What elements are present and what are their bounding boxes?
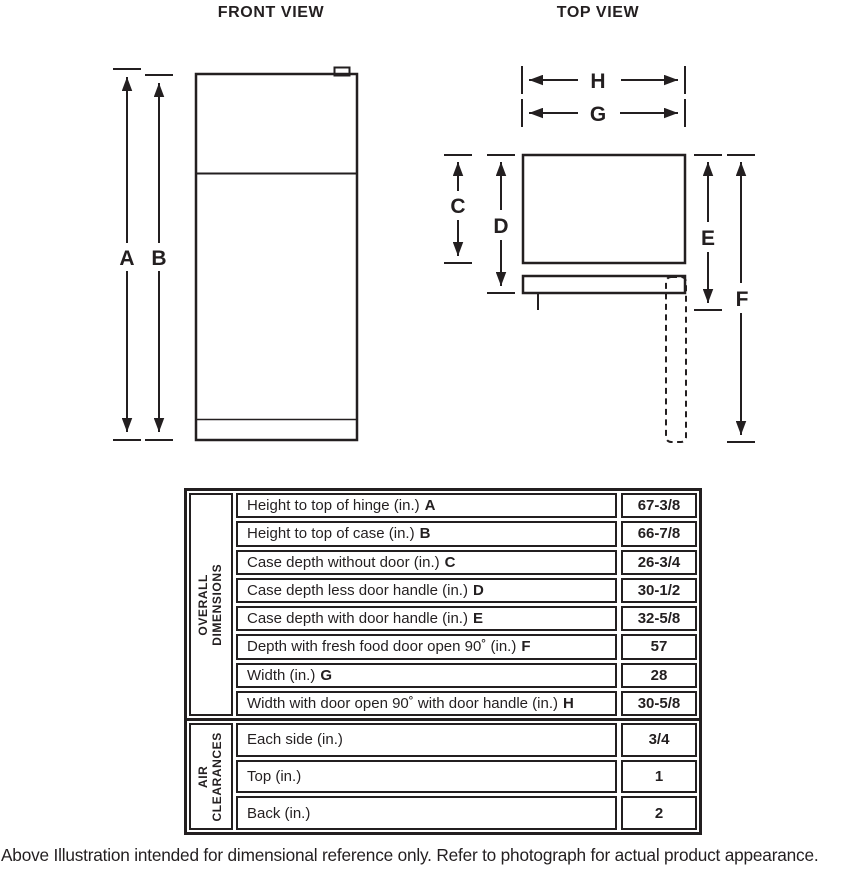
row-value: 30-1/2 bbox=[621, 578, 697, 603]
dimension-h bbox=[522, 66, 685, 94]
table-row bbox=[236, 691, 697, 716]
dimension-g bbox=[522, 99, 685, 127]
row-label-text: Case depth less door handle (in.) bbox=[247, 581, 468, 599]
dim-label-e: E bbox=[700, 227, 716, 250]
overall-dimensions-rows bbox=[236, 493, 697, 716]
row-label bbox=[236, 550, 617, 575]
dim-letter: D bbox=[472, 581, 484, 599]
dimension-f bbox=[727, 155, 755, 442]
dimensions-table bbox=[184, 488, 702, 835]
row-value: 67-3/8 bbox=[621, 493, 697, 518]
table-row bbox=[236, 578, 697, 603]
row-label bbox=[236, 634, 617, 659]
table-row bbox=[236, 796, 697, 830]
row-value: 3/4 bbox=[621, 723, 697, 757]
overall-dimensions-header bbox=[189, 493, 233, 716]
dim-letter: F bbox=[521, 638, 531, 656]
air-clearances-header bbox=[189, 723, 233, 830]
table-row bbox=[236, 493, 697, 518]
row-label-text: Width (in.) bbox=[247, 666, 316, 684]
air-clearances-header-text bbox=[197, 732, 225, 821]
header-line: OVERALL bbox=[196, 573, 211, 636]
row-value: 26-3/4 bbox=[621, 550, 697, 575]
dim-label-h: H bbox=[590, 70, 606, 93]
row-label bbox=[236, 723, 617, 757]
dim-label-a: A bbox=[119, 247, 135, 270]
top-view-door-outline bbox=[523, 276, 685, 293]
table-row bbox=[236, 634, 697, 659]
top-view-title: TOP VIEW bbox=[556, 4, 640, 21]
table-row bbox=[236, 606, 697, 631]
row-value: 57 bbox=[621, 634, 697, 659]
row-label bbox=[236, 606, 617, 631]
dim-letter: H bbox=[563, 694, 574, 712]
row-label-text: Height to top of case (in.) bbox=[247, 525, 415, 543]
row-label bbox=[236, 796, 617, 830]
row-label bbox=[236, 760, 617, 794]
row-value: 1 bbox=[621, 760, 697, 794]
header-line: DIMENSIONS bbox=[210, 563, 225, 646]
dimension-a bbox=[113, 69, 141, 440]
row-label-text: Case depth without door (in.) bbox=[247, 553, 440, 571]
front-view-title: FRONT VIEW bbox=[217, 4, 325, 21]
footer-caption: Above Illustration intended for dimensional reference only. Refer to photograph for actual product appearance. bbox=[1, 845, 819, 865]
overall-dimensions-header-text bbox=[197, 563, 225, 645]
header-line: AIR bbox=[196, 765, 211, 788]
row-label bbox=[236, 578, 617, 603]
dimension-e bbox=[694, 155, 722, 310]
table-row bbox=[236, 663, 697, 688]
dim-label-f: F bbox=[735, 288, 749, 311]
row-label-text: Back (in.) bbox=[247, 804, 311, 822]
dim-letter: G bbox=[320, 666, 333, 684]
dimension-b bbox=[145, 75, 173, 440]
row-label bbox=[236, 493, 617, 518]
row-value: 66-7/8 bbox=[621, 521, 697, 546]
table-section-divider bbox=[187, 718, 699, 721]
row-label-text: Top (in.) bbox=[247, 768, 302, 785]
row-label bbox=[236, 691, 617, 716]
top-view-case-outline bbox=[523, 155, 685, 263]
header-line: CLEARANCES bbox=[210, 731, 224, 822]
row-value: 30-5/8 bbox=[621, 691, 697, 716]
row-value: 2 bbox=[621, 796, 697, 830]
dim-label-d: D bbox=[493, 215, 509, 238]
air-clearances-section bbox=[189, 723, 697, 830]
door-open-90-dashed-outline bbox=[666, 277, 686, 442]
table-row bbox=[236, 550, 697, 575]
air-clearances-rows bbox=[236, 723, 697, 830]
overall-dimensions-section bbox=[189, 493, 697, 716]
row-value: 28 bbox=[621, 663, 697, 688]
table-row bbox=[236, 723, 697, 757]
dim-letter: C bbox=[444, 553, 456, 571]
fridge-case-outline bbox=[196, 74, 357, 440]
row-label-text: Each side (in.) bbox=[247, 731, 343, 749]
row-value: 32-5/8 bbox=[621, 606, 697, 631]
dim-letter: E bbox=[472, 610, 483, 628]
dim-letter: B bbox=[419, 525, 431, 543]
table-row bbox=[236, 521, 697, 546]
row-label-text: Width with door open 90˚ with door handle (in.) bbox=[247, 694, 559, 712]
dim-letter: A bbox=[424, 497, 436, 515]
table-row bbox=[236, 760, 697, 794]
dimension-c bbox=[444, 155, 472, 263]
dim-label-b: B bbox=[151, 247, 167, 270]
dimension-d bbox=[487, 155, 515, 293]
dim-label-c: C bbox=[450, 195, 466, 218]
row-label-text: Case depth with door handle (in.) bbox=[247, 610, 468, 628]
top-view-diagram bbox=[444, 66, 755, 442]
dim-label-g: G bbox=[589, 103, 607, 126]
row-label bbox=[236, 663, 617, 688]
row-label-text: Height to top of hinge (in.) bbox=[247, 497, 420, 515]
front-view-diagram bbox=[113, 68, 357, 441]
row-label bbox=[236, 521, 617, 546]
row-label-text: Depth with fresh food door open 90˚ (in.) bbox=[247, 638, 517, 656]
